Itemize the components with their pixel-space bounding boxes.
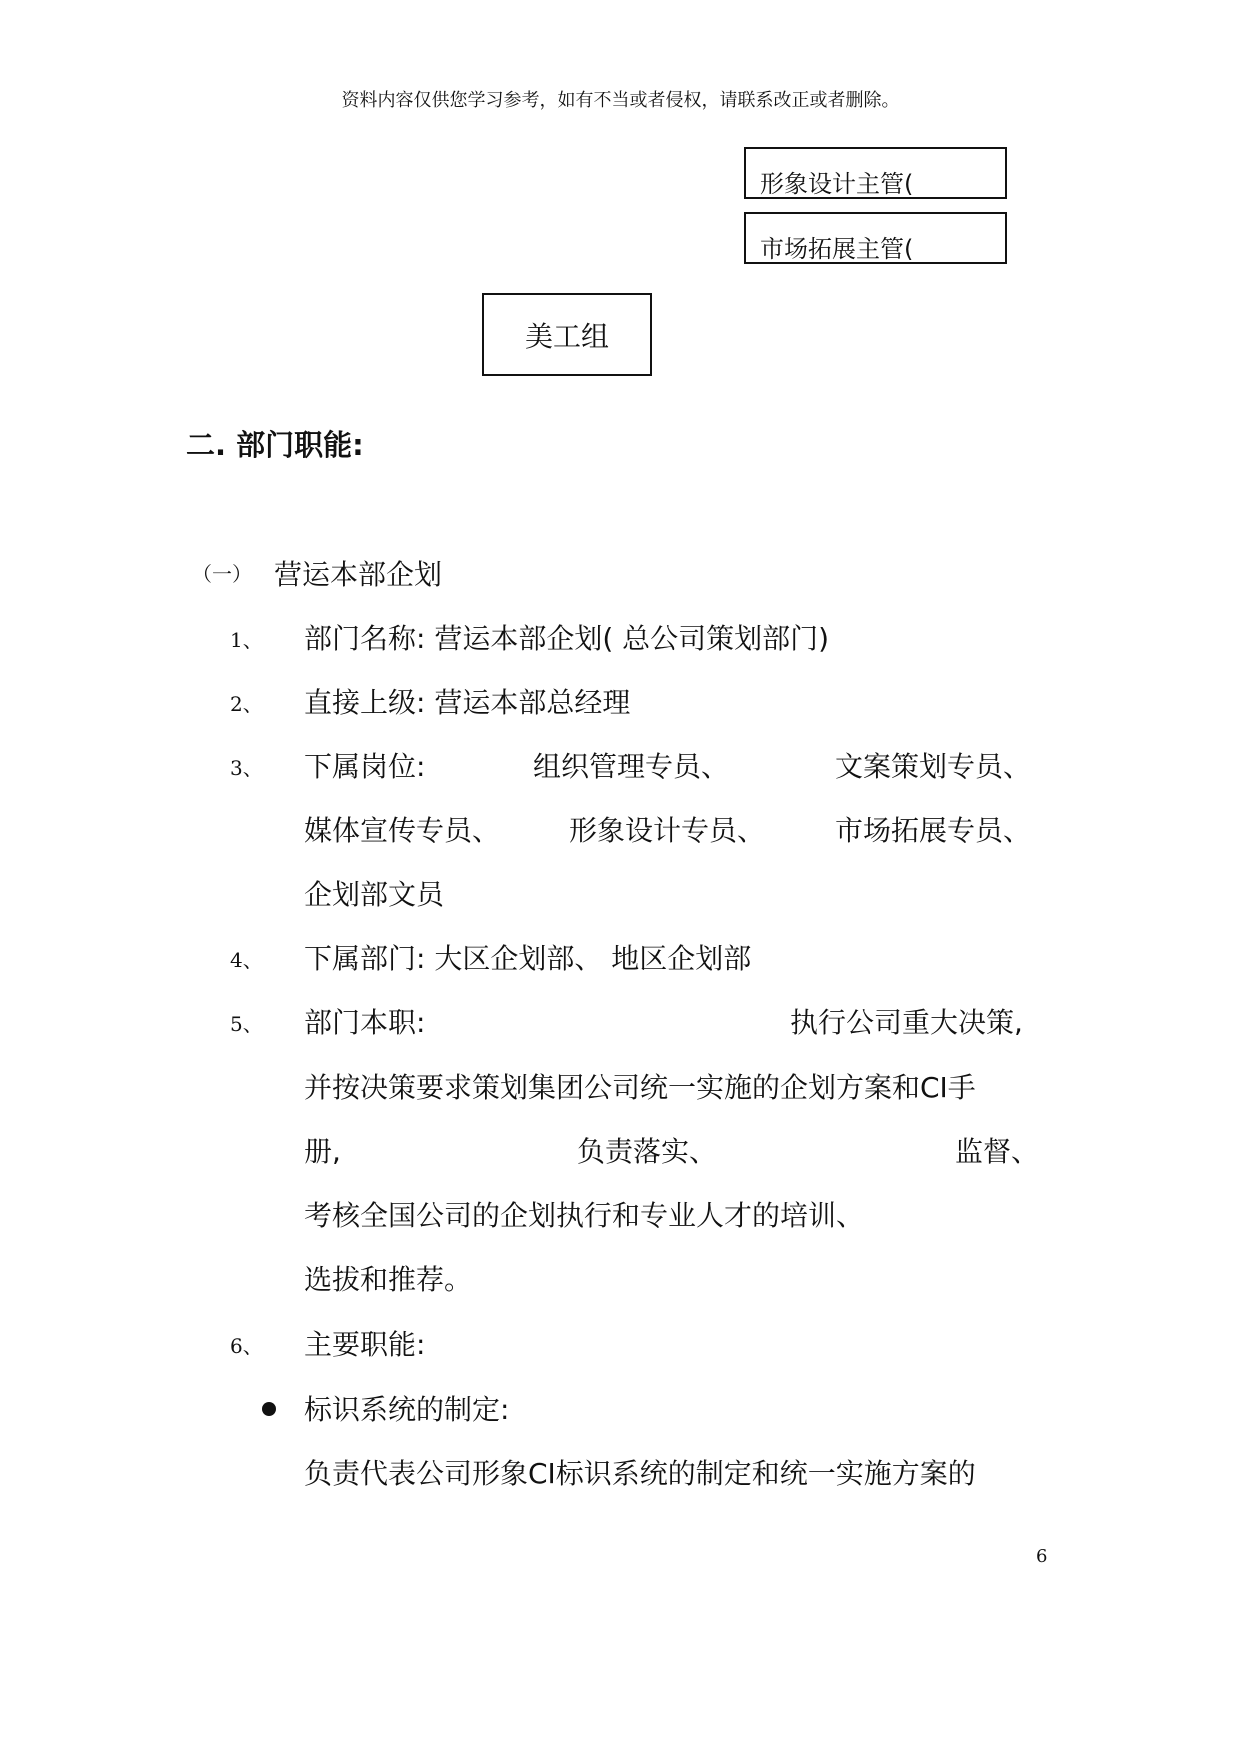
item-number: 3、 [230,756,263,780]
header-note: 资料内容仅供您学习参考，如有不当或者侵权，请联系改正或者删除。 [341,90,900,111]
item-number: 2、 [230,692,263,716]
item-text: 部门名称: 营运本部企划( 总公司策划部门) [304,622,830,655]
section-heading: 二. 部门职能: [186,428,364,462]
org-box-market-expansion-label: 市场拓展主管( [760,235,914,263]
item-text: 直接上级: 营运本部总经理 [304,686,631,719]
position-item: 组织管理专员、 [533,750,730,783]
item-label: 部门本职: [304,1006,426,1039]
position-item: 市场拓展专员、 [835,814,1032,847]
bullet-text: 负责代表公司形象CI标识系统的制定和统一实施方案的 [304,1457,976,1490]
item-text: 并按决策要求策划集团公司统一实施的企划方案和CI手 [304,1071,976,1104]
item-number: 1、 [230,628,263,652]
bullet-title: 标识系统的制定: [304,1393,510,1426]
org-box-art-team-label: 美工组 [524,319,609,353]
page-number: 6 [1036,1546,1048,1567]
item-text: 考核全国公司的企划执行和专业人才的培训、 [304,1199,865,1232]
item-text: 主要职能: [304,1328,426,1361]
org-box-art-team [482,293,652,376]
item-text: 下属部门: 大区企划部、 地区企划部 [304,942,752,975]
subsection-marker: （一） [192,562,252,586]
org-box-image-design [744,147,1007,199]
item-label: 下属岗位: [304,750,426,783]
item-number: 5、 [230,1012,263,1036]
item-text: 执行公司重大决策, [790,1006,1023,1039]
item-text: 选拔和推荐。 [304,1263,473,1296]
position-item: 形象设计专员、 [569,814,766,847]
item-number: 6、 [230,1334,263,1358]
bullet-icon [262,1402,276,1416]
item-text: 负责落实、 [577,1135,718,1168]
position-item: 文案策划专员、 [835,750,1032,783]
position-item: 媒体宣传专员、 [304,814,501,847]
position-item: 企划部文员 [304,878,445,911]
item-text: 册, [304,1135,341,1168]
subsection-title: 营运本部企划 [274,558,443,591]
org-box-image-design-label: 形象设计主管( [760,170,914,198]
item-number: 4、 [230,948,263,972]
item-text: 监督、 [955,1135,1040,1168]
org-box-market-expansion [744,212,1007,264]
